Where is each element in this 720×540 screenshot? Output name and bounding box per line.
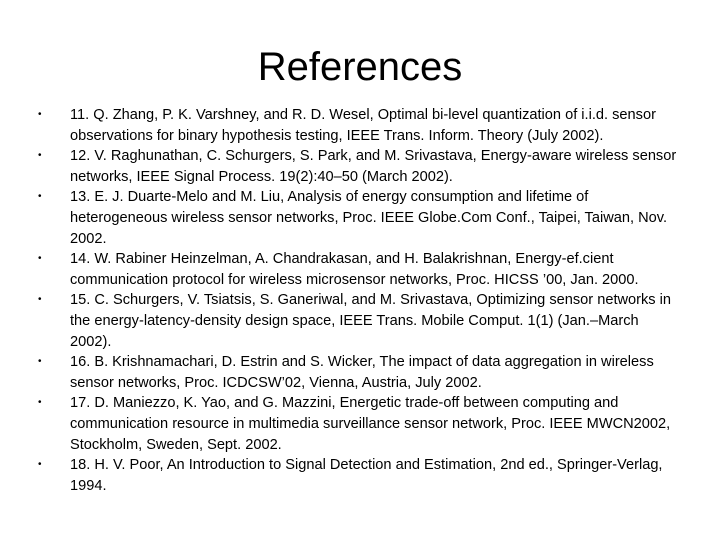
reference-item (0, 290, 680, 352)
reference-text: 18. H. V. Poor, An Introduction to Signal Detection and Estimation, 2nd ed., Springer-Verlag, 1994. (70, 457, 663, 494)
bullet-icon: • (38, 397, 42, 409)
reference-text: 14. W. Rabiner Heinzelman, A. Chandrakasan, and H. Balakrishnan, Energy-ef.cient communication protocol for wireless microsensor networks, Proc. HICSS ’00, Jan. 2000. (70, 251, 639, 288)
bullet-icon: • (38, 150, 42, 162)
reference-item (0, 455, 680, 496)
reference-text: 13. E. J. Duarte-Melo and M. Liu, Analysis of energy consumption and lifetime of heterogeneous wireless sensor networks, Proc. IEEE Globe.Com Conf., Taipei, Taiwan, Nov. 2002. (70, 189, 668, 247)
reference-item (0, 393, 680, 455)
reference-item (0, 146, 680, 187)
reference-text: 16. B. Krishnamachari, D. Estrin and S. Wicker, The impact of data aggregation in wireless sensor networks, Proc. ICDCSW’02, Vienna, Austria, July 2002. (70, 354, 654, 391)
reference-item (0, 352, 680, 393)
slide-title: References (257, 45, 463, 89)
bullet-icon: • (38, 109, 42, 120)
reference-text: 11. Q. Zhang, P. K. Varshney, and R. D. Wesel, Optimal bi-level quantization of i.i.d. sensor observations for binary hypothesis testing, IEEE Trans. Inform. Theory (July 2002). (70, 107, 656, 144)
reference-item (0, 249, 680, 290)
bullet-icon: • (38, 356, 42, 368)
bullet-icon: • (38, 294, 42, 306)
bullet-icon: • (38, 459, 42, 471)
reference-item (0, 105, 680, 146)
bullet-icon: • (38, 191, 42, 203)
reference-text: 17. D. Maniezzo, K. Yao, and G. Mazzini, Energetic trade-off between computing and communication resource in multimedia surveillance sensor network, Proc. IEEE MWCN2002, Stockholm, Sweden, Sept. 2002. (70, 395, 671, 453)
reference-list (0, 105, 720, 496)
bullet-icon: • (38, 253, 42, 265)
reference-item (0, 187, 680, 249)
reference-text: 15. C. Schurgers, V. Tsiatsis, S. Ganeriwal, and M. Srivastava, Optimizing sensor networks in the energy-latency-density design space, IEEE Trans. Mobile Comput. 1(1) (Jan.–March 2002). (70, 292, 672, 350)
reference-text: 12. V. Raghunathan, C. Schurgers, S. Park, and M. Srivastava, Energy-aware wireless sensor networks, IEEE Signal Process. 19(2):40–50 (March 2002). (70, 148, 677, 185)
